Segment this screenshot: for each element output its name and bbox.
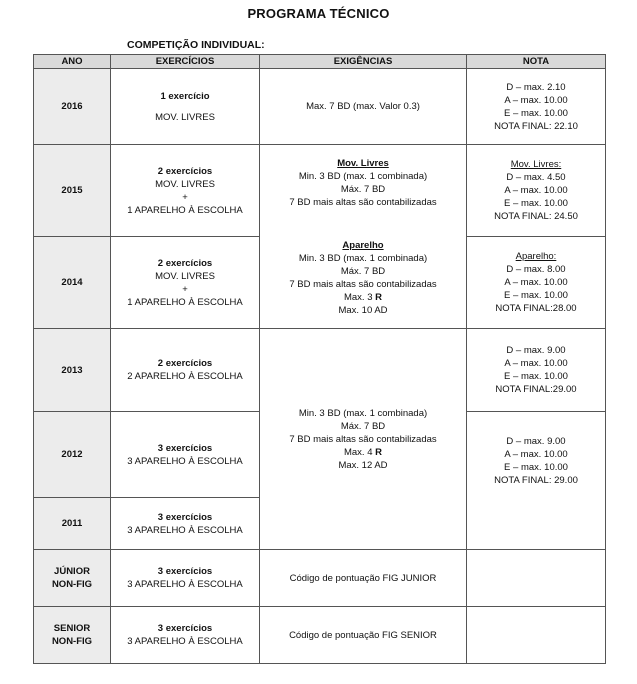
category-cell bbox=[34, 550, 111, 607]
section-label: COMPETIÇÃO INDIVIDUAL: bbox=[127, 39, 265, 51]
score-final: NOTA FINAL:29.00 bbox=[495, 384, 577, 395]
score-cell bbox=[467, 69, 606, 145]
mov-livres-title: Mov. Livres bbox=[337, 157, 389, 169]
score-line: E – max. 10.00 bbox=[504, 107, 568, 119]
table-row bbox=[34, 607, 606, 664]
exercise-plus: + bbox=[182, 191, 188, 203]
requirement-line: Max. 4 R bbox=[343, 446, 383, 458]
score-title: Mov. Livres: bbox=[510, 159, 562, 170]
requirements-cell: Max. 7 BD (max. Valor 0.3) bbox=[260, 69, 467, 145]
exercise-desc: 3 APARELHO À ESCOLHA bbox=[127, 636, 243, 647]
exercises-cell bbox=[111, 607, 260, 664]
score-cell bbox=[467, 145, 606, 237]
exercise-desc: 1 APARELHO À ESCOLHA bbox=[127, 204, 243, 216]
exercises-cell bbox=[111, 145, 260, 237]
requirement-line: Máx. 7 BD bbox=[340, 265, 386, 277]
exercise-count: 1 exercício bbox=[160, 90, 210, 102]
requirement-line: 7 BD mais altas são contabilizadas bbox=[289, 278, 437, 290]
exercises-cell bbox=[111, 237, 260, 329]
exercise-desc: MOV. LIVRES bbox=[155, 111, 215, 123]
table-row bbox=[34, 145, 606, 237]
year-cell: 2011 bbox=[34, 498, 111, 550]
requirements-cell bbox=[260, 329, 467, 550]
exercise-desc: 3 APARELHO À ESCOLHA bbox=[127, 524, 243, 536]
score-line: D – max. 2.10 bbox=[506, 81, 566, 93]
requirements-cell: Código de pontuação FIG JUNIOR bbox=[260, 550, 467, 607]
header-exigencias: EXIGÊNCIAS bbox=[260, 55, 467, 69]
score-cell bbox=[467, 412, 606, 550]
score-final: NOTA FINAL: 22.10 bbox=[494, 120, 578, 132]
requirement-line: 7 BD mais altas são contabilizadas bbox=[289, 196, 437, 208]
requirements-cell bbox=[260, 145, 467, 329]
score-cell bbox=[467, 329, 606, 412]
table-row bbox=[34, 69, 606, 145]
header-nota: NOTA bbox=[467, 55, 606, 69]
score-line: A – max. 10.00 bbox=[504, 185, 568, 196]
score-line: E – max. 10.00 bbox=[504, 290, 568, 301]
requirements-cell: Código de pontuação FIG SENIOR bbox=[260, 607, 467, 664]
exercises-cell bbox=[111, 69, 260, 145]
table-header-row bbox=[34, 55, 606, 69]
score-line: E – max. 10.00 bbox=[504, 461, 568, 473]
exercise-desc: 1 APARELHO À ESCOLHA bbox=[127, 296, 243, 308]
score-cell bbox=[467, 550, 606, 607]
exercise-desc: 2 APARELHO À ESCOLHA bbox=[127, 371, 243, 382]
requirement-line: Max. 10 AD bbox=[338, 304, 388, 316]
exercise-desc: MOV. LIVRES bbox=[155, 270, 215, 282]
exercise-count: 2 exercícios bbox=[157, 165, 213, 177]
exercise-count: 2 exercícios bbox=[157, 257, 213, 269]
category-label: SENIOR bbox=[53, 623, 91, 634]
requirement-line: Max. 3 R bbox=[343, 291, 383, 303]
year-cell: 2014 bbox=[34, 237, 111, 329]
score-line: E – max. 10.00 bbox=[504, 371, 568, 382]
year-cell: 2013 bbox=[34, 329, 111, 412]
category-cell bbox=[34, 607, 111, 664]
score-title: Aparelho: bbox=[515, 251, 557, 262]
exercise-plus: + bbox=[182, 283, 188, 295]
exercises-cell bbox=[111, 412, 260, 498]
score-line: A – max. 10.00 bbox=[504, 94, 568, 106]
category-label: JÚNIOR bbox=[54, 566, 90, 577]
exercise-desc: MOV. LIVRES bbox=[155, 178, 215, 190]
year-cell: 2012 bbox=[34, 412, 111, 498]
exercises-cell bbox=[111, 498, 260, 550]
requirement-line: Min. 3 BD (max. 1 combinada) bbox=[298, 170, 428, 182]
exercise-count: 3 exercícios bbox=[157, 623, 213, 634]
score-cell bbox=[467, 607, 606, 664]
score-line: E – max. 10.00 bbox=[504, 198, 568, 209]
table-row bbox=[34, 329, 606, 412]
exercise-desc: 3 APARELHO À ESCOLHA bbox=[127, 579, 243, 590]
exercises-cell bbox=[111, 550, 260, 607]
exercise-count: 2 exercícios bbox=[157, 358, 213, 369]
exercise-count: 3 exercícios bbox=[157, 566, 213, 577]
score-line: A – max. 10.00 bbox=[504, 448, 568, 460]
score-cell bbox=[467, 237, 606, 329]
requirement-line: Máx. 7 BD bbox=[340, 183, 386, 195]
exercise-count: 3 exercícios bbox=[157, 511, 213, 523]
score-final: NOTA FINAL: 29.00 bbox=[494, 474, 578, 486]
score-final: NOTA FINAL:28.00 bbox=[495, 303, 577, 314]
exercise-count: 3 exercícios bbox=[157, 442, 213, 454]
header-exercicios: EXERCÍCIOS bbox=[111, 55, 260, 69]
technical-program-table bbox=[33, 54, 606, 664]
requirement-line: Min. 3 BD (max. 1 combinada) bbox=[298, 252, 428, 264]
page-title: PROGRAMA TÉCNICO bbox=[247, 6, 390, 21]
score-line: A – max. 10.00 bbox=[504, 277, 568, 288]
table-row bbox=[34, 550, 606, 607]
aparelho-title: Aparelho bbox=[342, 239, 384, 251]
requirement-line: Max. 12 AD bbox=[338, 459, 388, 471]
category-label: NON-FIG bbox=[51, 636, 93, 647]
requirement-line: Máx. 7 BD bbox=[340, 420, 386, 432]
requirement-line: 7 BD mais altas são contabilizadas bbox=[289, 433, 437, 445]
score-final: NOTA FINAL: 24.50 bbox=[494, 211, 578, 222]
exercises-cell bbox=[111, 329, 260, 412]
score-line: D – max. 8.00 bbox=[506, 264, 566, 275]
header-ano: ANO bbox=[34, 55, 111, 69]
year-cell: 2015 bbox=[34, 145, 111, 237]
requirement-line: Min. 3 BD (max. 1 combinada) bbox=[298, 407, 428, 419]
score-line: D – max. 4.50 bbox=[506, 172, 566, 183]
score-line: D – max. 9.00 bbox=[506, 345, 566, 356]
score-line: A – max. 10.00 bbox=[504, 358, 568, 369]
exercise-desc: 3 APARELHO À ESCOLHA bbox=[127, 455, 243, 467]
year-cell: 2016 bbox=[34, 69, 111, 145]
category-label: NON-FIG bbox=[51, 579, 93, 590]
score-line: D – max. 9.00 bbox=[506, 435, 566, 447]
